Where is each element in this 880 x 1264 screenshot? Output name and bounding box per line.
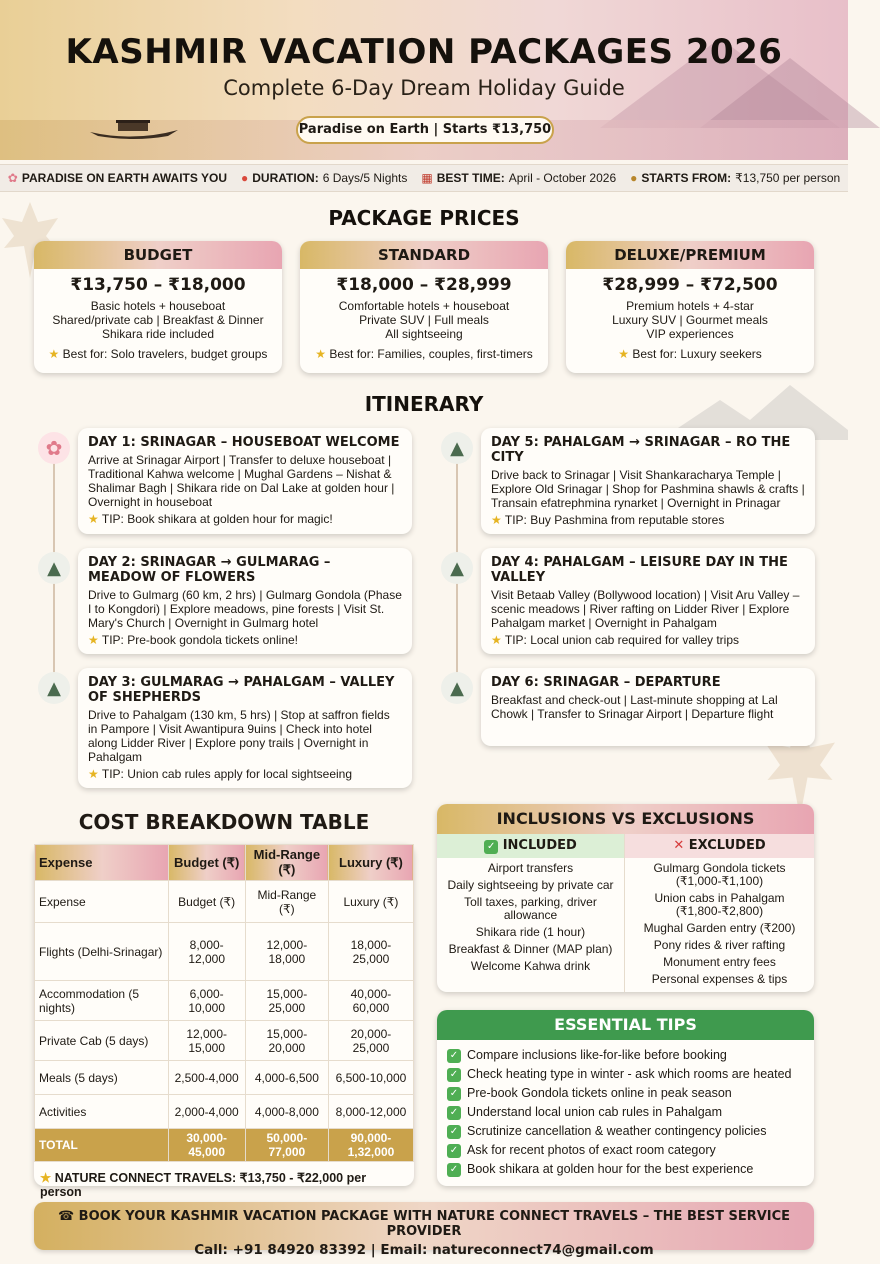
itinerary-day-5 — [481, 428, 815, 534]
day-title: DAY 2: SRINAGAR → GULMARAG – MEADOW OF FLOWERS — [88, 555, 331, 585]
table-cell: TOTAL — [35, 1129, 169, 1162]
list-item: Breakfast & Dinner (MAP plan) — [448, 942, 613, 956]
phone-icon: ☎ — [57, 1209, 75, 1224]
tip-text: Ask for recent photos of exact room category — [467, 1143, 716, 1157]
info-value: 6 Days/5 Nights — [322, 171, 408, 185]
table-cell: Luxury (₹) — [328, 881, 413, 923]
page-subtitle: Complete 6-Day Dream Holiday Guide — [223, 76, 625, 100]
flower-icon: ✿ — [7, 171, 18, 185]
table-cell: 50,000-77,000 — [245, 1129, 328, 1162]
star-icon: ★ — [491, 513, 502, 527]
table-cell: 15,000-25,000 — [245, 981, 328, 1021]
mountain-blossom-icon: ▲ — [441, 552, 473, 584]
itinerary-day-3 — [78, 668, 412, 788]
package-price: ₹13,750 – ₹18,000 — [70, 275, 246, 295]
table-cell: 6,500-10,000 — [328, 1061, 413, 1095]
column-header: Expense — [35, 845, 169, 881]
page-title: KASHMIR VACATION PACKAGES 2026 — [65, 32, 783, 72]
package-card-deluxe — [566, 241, 814, 373]
footer-contact[interactable]: Call: +91 84920 83392 | Email: natureconnect74@gmail.com — [194, 1242, 654, 1258]
day-description: Visit Betaab Valley (Bollywood location) | Visit Aru Valley – scenic meadows | River rafting on Lidder River | Explore Pahalgam market | Overnight in Pahalgam — [491, 588, 800, 630]
package-prices-heading: PACKAGE PRICES — [328, 206, 520, 230]
column-header: Budget (₹) — [168, 845, 245, 881]
tip-item — [447, 1084, 804, 1103]
info-value: April - October 2026 — [508, 171, 617, 185]
cost-note: NATURE CONNECT TRAVELS: ₹13,750 - ₹22,000 per person — [40, 1171, 367, 1199]
list-item: Mughal Garden entry (₹200) — [643, 921, 796, 935]
table-cell: Flights (Delhi-Srinagar) — [35, 923, 169, 981]
checkbox-icon: ✓ — [447, 1144, 461, 1158]
tip-item — [447, 1046, 804, 1065]
package-feature: Premium hotels + 4-star — [626, 299, 754, 313]
table-cell: 90,000-1,32,000 — [328, 1129, 413, 1162]
mountain-blossom-icon: ▲ — [441, 432, 473, 464]
cost-breakdown-table — [34, 844, 414, 1199]
star-icon: ★ — [88, 767, 99, 781]
mountain-blossom-icon: ▲ — [38, 552, 70, 584]
star-icon: ★ — [40, 1171, 52, 1185]
table-cell: Budget (₹) — [168, 881, 245, 923]
list-item: Gulmarg Gondola tickets (₹1,000-₹1,100) — [653, 861, 786, 888]
mountain-blossom-icon: ▲ — [38, 672, 70, 704]
package-name: STANDARD — [300, 241, 548, 269]
checkbox-icon: ✓ — [447, 1125, 461, 1139]
package-feature: Basic hotels + houseboat — [90, 299, 226, 313]
list-item: Toll taxes, parking, driver allowance — [464, 895, 597, 922]
tip-text: Scrutinize cancellation & weather contingency policies — [467, 1124, 767, 1138]
tip-item — [447, 1065, 804, 1084]
table-row — [35, 881, 414, 923]
star-icon: ★ — [88, 512, 99, 526]
table-cell: 30,000-45,000 — [168, 1129, 245, 1162]
column-header: Mid-Range (₹) — [245, 845, 328, 881]
table-cell: 12,000-15,000 — [168, 1021, 245, 1061]
day-description: Arrive at Srinagar Airport | Transfer to deluxe houseboat | Traditional Kahwa welcome | Mughal Gardens – Nishat & Shalimar Bagh | Shikara ride on Dal Lake at golden hour | Overnight in houseboat — [88, 453, 395, 509]
table-cell: Activities — [35, 1095, 169, 1129]
calendar-icon: ▦ — [421, 171, 433, 185]
list-item: Daily sightseeing by private car — [447, 878, 614, 892]
table-cell: Expense — [35, 881, 169, 923]
list-item: Shikara ride (1 hour) — [475, 925, 586, 939]
table-cell: 2,500-4,000 — [168, 1061, 245, 1095]
day-tip: TIP: Union cab rules apply for local sightseeing — [101, 767, 353, 781]
shikara-boat-icon — [88, 118, 180, 140]
package-name: BUDGET — [34, 241, 282, 269]
day-tip: TIP: Local union cab required for valley trips — [504, 633, 740, 647]
included-label: INCLUDED — [502, 838, 577, 853]
package-best-for: Best for: Families, couples, first-timers — [329, 347, 533, 361]
package-name: DELUXE/PREMIUM — [566, 241, 814, 269]
day-title: DAY 4: PAHALGAM – LEISURE DAY IN THE VALLEY — [491, 555, 788, 585]
day-title: DAY 3: GULMARAG → PAHALGAM – VALLEY OF SHEPHERDS — [88, 675, 395, 705]
tip-text: Check heating type in winter - ask which rooms are heated — [467, 1067, 792, 1081]
money-bag-icon: ● — [630, 171, 638, 185]
table-row — [35, 981, 414, 1021]
table-cell: 18,000-25,000 — [328, 923, 413, 981]
checkbox-icon: ✓ — [447, 1163, 461, 1177]
tip-item — [447, 1141, 804, 1160]
day-description: Breakfast and check-out | Last-minute shopping at Lal Chowk | Transfer to Srinagar Airport | Departure flight — [491, 693, 778, 721]
package-feature: VIP experiences — [646, 327, 734, 341]
day-title: DAY 6: SRINAGAR – DEPARTURE — [491, 675, 721, 690]
itinerary-day-4 — [481, 548, 815, 654]
day-tip: TIP: Book shikara at golden hour for magic! — [101, 512, 333, 526]
table-row — [35, 923, 414, 981]
cost-breakdown-heading: COST BREAKDOWN TABLE — [78, 810, 370, 834]
booking-footer — [34, 1202, 814, 1258]
table-cell: Mid-Range (₹) — [245, 881, 328, 923]
itinerary-day-2 — [78, 548, 412, 654]
day-description: Drive back to Srinagar | Visit Shankaracharya Temple | Explore Old Srinagar | Shop for Pashmina shawls & crafts | Transain efatrephmina rynarket | Overnight in Prinagar — [491, 468, 805, 510]
info-item-duration — [241, 171, 407, 185]
tip-item — [447, 1160, 804, 1179]
table-cell: 40,000-60,000 — [328, 981, 413, 1021]
list-item: Airport transfers — [487, 861, 574, 875]
table-cell: 6,000-10,000 — [168, 981, 245, 1021]
info-bar — [0, 164, 848, 192]
tip-text: Understand local union cab rules in Pahalgam — [467, 1105, 723, 1119]
package-card-standard — [300, 241, 548, 373]
itinerary-day-6 — [481, 668, 815, 746]
table-cell: 4,000-6,500 — [245, 1061, 328, 1095]
package-best-for: Best for: Solo travelers, budget groups — [62, 347, 268, 361]
table-header-row — [35, 845, 414, 881]
essential-tips-heading: ESSENTIAL TIPS — [437, 1010, 814, 1040]
table-cell: Private Cab (5 days) — [35, 1021, 169, 1061]
star-icon: ★ — [315, 347, 327, 361]
info-value: ₹13,750 per person — [735, 171, 841, 185]
table-cell: 2,000-4,000 — [168, 1095, 245, 1129]
day-tip: TIP: Buy Pashmina from reputable stores — [504, 513, 725, 527]
included-column — [437, 834, 625, 992]
price-badge: Paradise on Earth | Starts ₹13,750 — [296, 116, 554, 144]
tip-item — [447, 1122, 804, 1141]
package-price: ₹28,999 – ₹72,500 — [602, 275, 778, 295]
itinerary-day-1 — [78, 428, 412, 534]
package-feature: Shared/private cab | Breakfast & Dinner — [52, 313, 264, 327]
list-item: Personal expenses & tips — [651, 972, 788, 986]
pin-icon: ● — [241, 171, 249, 185]
package-price: ₹18,000 – ₹28,999 — [336, 275, 512, 295]
tip-text: Pre-book Gondola tickets online in peak season — [467, 1086, 732, 1100]
excluded-label: EXCLUDED — [688, 838, 766, 853]
table-cell: 12,000-18,000 — [245, 923, 328, 981]
package-feature: All sightseeing — [385, 327, 463, 341]
excluded-column — [625, 834, 814, 992]
package-feature: Comfortable hotels + houseboat — [338, 299, 510, 313]
star-icon: ★ — [88, 633, 99, 647]
list-item: Pony rides & river rafting — [653, 938, 786, 952]
info-label: STARTS FROM: — [641, 171, 732, 185]
star-icon: ★ — [48, 347, 60, 361]
day-description: Drive to Gulmarg (60 km, 2 hrs) | Gulmarg Gondola (Phase I to Kongdori) | Explore meadows, pine forests | Visit St. Mary's Church | Overnight in Gulmarg hotel — [88, 588, 402, 630]
info-item-best-time — [421, 171, 616, 185]
table-total-row — [35, 1129, 414, 1162]
list-item: Monument entry fees — [663, 955, 776, 969]
day-tip: TIP: Pre-book gondola tickets online! — [101, 633, 298, 647]
day-description: Drive to Pahalgam (130 km, 5 hrs) | Stop at saffron fields in Pampore | Visit Awantipura 9uins | Check into hotel along Lidder River | Explore pony trails | Overnight in Pahalgam — [88, 708, 390, 764]
table-cell: Accommodation (5 nights) — [35, 981, 169, 1021]
table-cell: 20,000-25,000 — [328, 1021, 413, 1061]
day-title: DAY 1: SRINAGAR – HOUSEBOAT WELCOME — [88, 435, 400, 450]
itinerary-heading: ITINERARY — [364, 392, 484, 416]
info-item-starts-from — [630, 171, 840, 185]
table-cell: 8,000-12,000 — [168, 923, 245, 981]
inclusions-heading: INCLUSIONS VS EXCLUSIONS — [437, 804, 814, 834]
table-row — [35, 1095, 414, 1129]
tip-text: Compare inclusions like-for-like before booking — [467, 1048, 727, 1062]
star-icon: ★ — [618, 347, 630, 361]
table-cell: 4,000-8,000 — [245, 1095, 328, 1129]
table-row — [35, 1061, 414, 1095]
checkbox-icon: ✓ — [447, 1068, 461, 1082]
mountain-blossom-icon: ▲ — [441, 672, 473, 704]
package-feature: Shikara ride included — [101, 327, 215, 341]
table-cell: 15,000-20,000 — [245, 1021, 328, 1061]
package-feature: Private SUV | Full meals — [359, 313, 489, 327]
inclusions-exclusions-card — [437, 804, 814, 992]
tip-item — [447, 1103, 804, 1122]
table-cell: 8,000-12,000 — [328, 1095, 413, 1129]
table-cell: Meals (5 days) — [35, 1061, 169, 1095]
package-best-for: Best for: Luxury seekers — [632, 347, 762, 361]
cross-icon: ✕ — [673, 838, 685, 853]
check-icon: ✓ — [484, 840, 498, 854]
essential-tips-card — [437, 1010, 814, 1186]
package-feature: Luxury SUV | Gourmet meals — [612, 313, 768, 327]
info-item-paradise — [8, 171, 227, 185]
column-header: Luxury (₹) — [328, 845, 413, 881]
list-item: Welcome Kahwa drink — [470, 959, 591, 973]
info-label: BEST TIME: — [436, 171, 505, 185]
day-title: DAY 5: PAHALGAM → SRINAGAR – RO THE CITY — [491, 435, 791, 465]
checkbox-icon: ✓ — [447, 1106, 461, 1120]
checkbox-icon: ✓ — [447, 1087, 461, 1101]
checkbox-icon: ✓ — [447, 1049, 461, 1063]
package-card-budget — [34, 241, 282, 373]
info-label: DURATION: — [252, 171, 319, 185]
star-icon: ★ — [491, 633, 502, 647]
info-label: PARADISE ON EARTH AWAITS YOU — [21, 171, 227, 185]
list-item: Union cabs in Pahalgam (₹1,800-₹2,800) — [654, 891, 785, 918]
cherry-blossom-icon: ✿ — [38, 432, 70, 464]
table-row — [35, 1021, 414, 1061]
tip-text: Book shikara at golden hour for the best experience — [467, 1162, 754, 1176]
footer-cta: BOOK YOUR KASHMIR VACATION PACKAGE WITH NATURE CONNECT TRAVELS – THE BEST SERVICE PROVIDER — [78, 1209, 791, 1239]
